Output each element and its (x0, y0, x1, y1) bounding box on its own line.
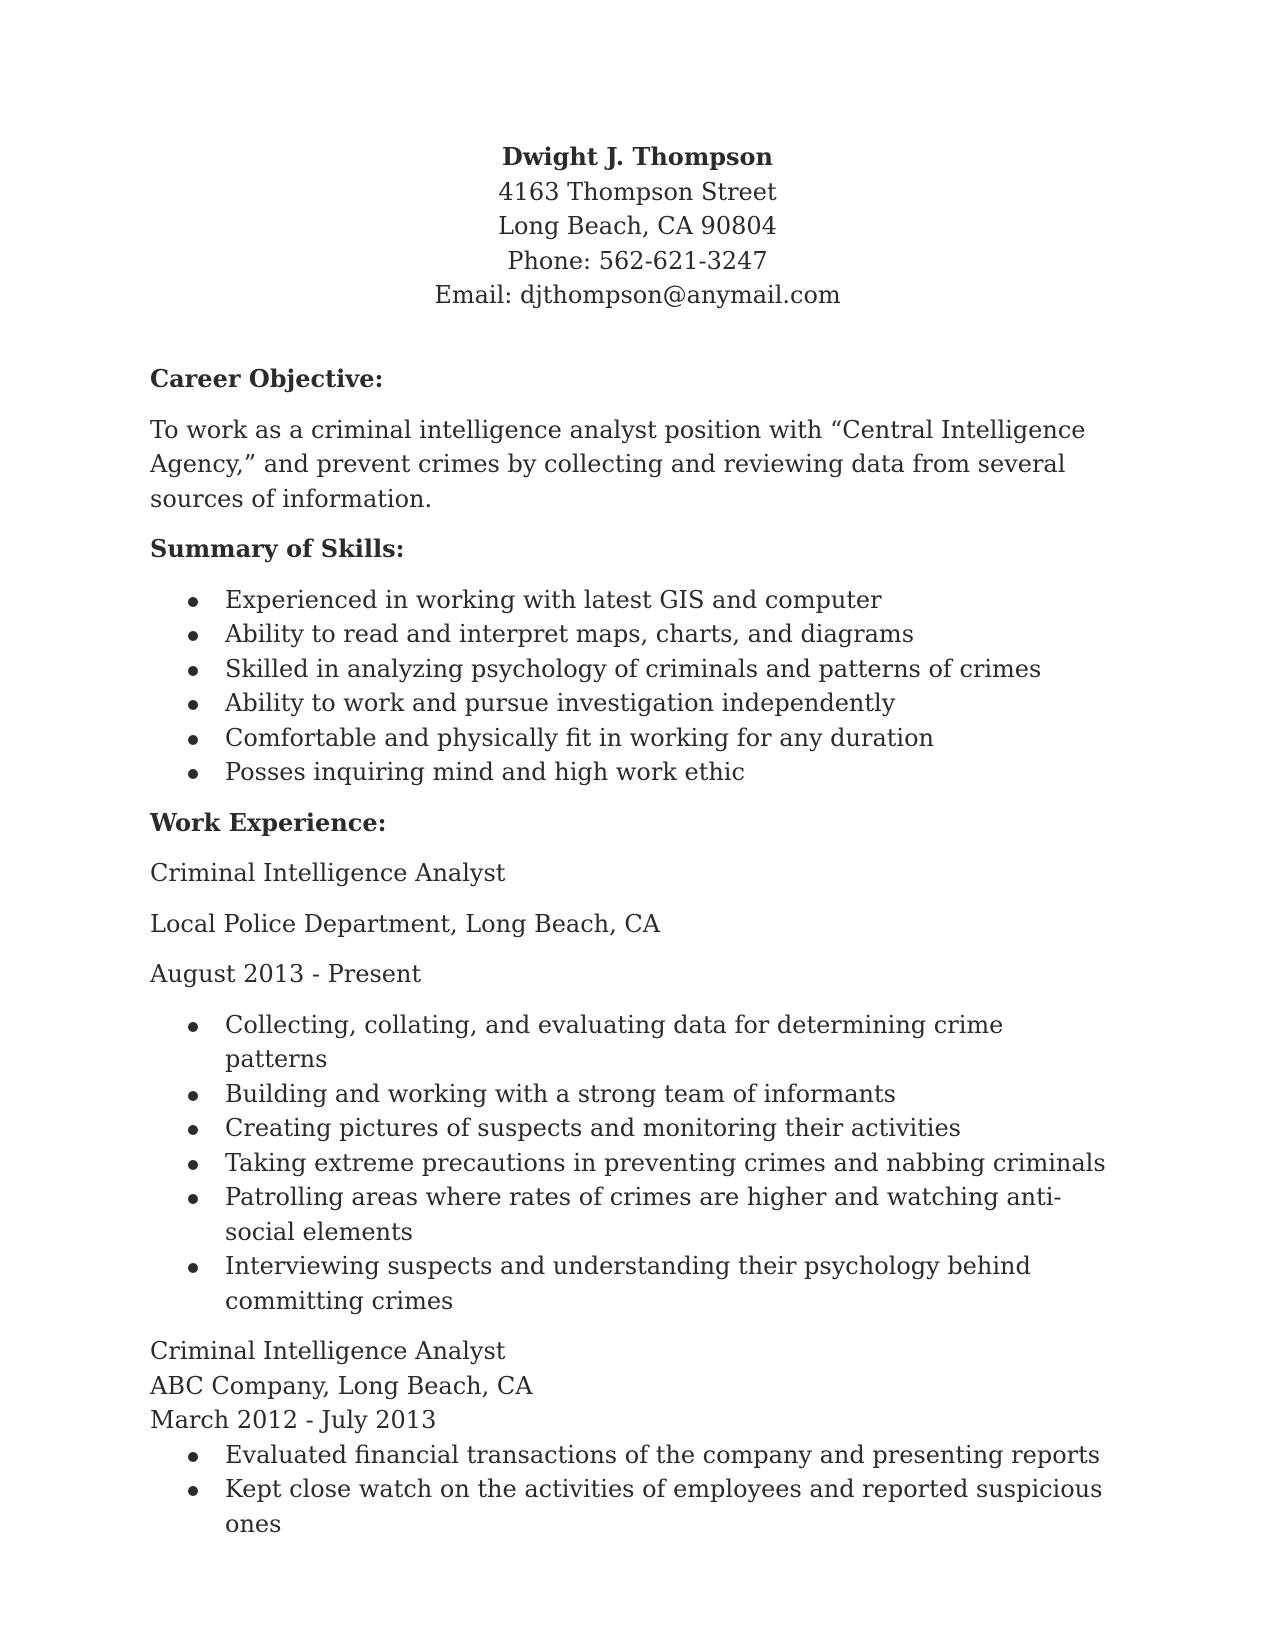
applicant-name: Dwight J. Thompson (502, 142, 773, 171)
job-title: Criminal Intelligence Analyst (150, 1337, 506, 1365)
list-item (150, 1146, 1110, 1181)
list-item-text: Comfortable and physically fit in working for any duration (225, 723, 935, 752)
list-item-text: Collecting, collating, and evaluating data for determining crime patterns (225, 1010, 1004, 1073)
list-item-text: Evaluated financial transactions of the company and presenting reports (225, 1440, 1101, 1469)
list-item (150, 755, 1110, 790)
bullet-icon (188, 597, 198, 607)
resume-body (150, 362, 1110, 1541)
phone-number: Phone: 562-621-3247 (507, 246, 768, 275)
list-item (150, 721, 1110, 756)
list-item-text: Ability to work and pursue investigation independently (225, 689, 896, 717)
list-item (150, 583, 1110, 618)
bullet-icon (188, 666, 198, 676)
bullet-icon (188, 631, 198, 641)
job-duties-list (150, 1008, 1110, 1319)
list-item (150, 1438, 1110, 1473)
list-item-text: Patrolling areas where rates of crimes are higher and watching anti-social elements (225, 1183, 1062, 1246)
list-item-text: Kept close watch on the activities of employees and reported suspicious ones (225, 1475, 1103, 1538)
bullet-icon (188, 1091, 198, 1101)
list-item (150, 1472, 1110, 1541)
list-item-text: Interviewing suspects and understanding their psychology behind committing crimes (225, 1252, 1031, 1315)
list-item-text: Taking extreme precautions in preventing crimes and nabbing criminals (225, 1148, 1106, 1177)
bullet-icon (188, 1452, 198, 1462)
bullet-icon (188, 769, 198, 779)
job-duties-list (150, 1438, 1110, 1542)
list-item-text: Creating pictures of suspects and monitoring their activities (225, 1114, 961, 1142)
email-address: Email: djthompson@anymail.com (434, 281, 841, 309)
list-item-text: Ability to read and interpret maps, charts, and diagrams (225, 620, 915, 648)
list-item (150, 1077, 1110, 1112)
career-objective-text: To work as a criminal intelligence analyst position with “Central Intelligence Agency,” and prevent crimes by collecting and reviewing data from several sources of information. (150, 415, 1086, 513)
list-item (150, 1111, 1110, 1146)
list-item (150, 686, 1110, 721)
bullet-icon (188, 1486, 198, 1496)
bullet-icon (188, 735, 198, 745)
list-item-text: Skilled in analyzing psychology of criminals and patterns of crimes (225, 654, 1042, 683)
list-item (150, 652, 1110, 687)
list-item (150, 1249, 1110, 1318)
city-state-zip: Long Beach, CA 90804 (498, 212, 777, 240)
skills-list (150, 583, 1110, 790)
list-item (150, 1180, 1110, 1249)
bullet-icon (188, 1263, 198, 1273)
list-item-text: Posses inquiring mind and high work ethic (225, 758, 745, 786)
contact-header (0, 140, 1275, 313)
bullet-icon (188, 700, 198, 710)
bullet-icon (188, 1194, 198, 1204)
career-objective-heading: Career Objective: (150, 364, 384, 393)
list-item (150, 1008, 1110, 1077)
skills-heading: Summary of Skills: (150, 534, 405, 563)
street-address: 4163 Thompson Street (498, 177, 777, 206)
bullet-icon (188, 1022, 198, 1032)
job-employer: ABC Company, Long Beach, CA (150, 1371, 533, 1400)
bullet-icon (188, 1125, 198, 1135)
bullet-icon (188, 1160, 198, 1170)
work-experience-heading: Work Experience: (150, 807, 387, 837)
list-item (150, 617, 1110, 652)
job-title: Criminal Intelligence Analyst (150, 859, 506, 887)
job-employer: Local Police Department, Long Beach, CA (150, 909, 661, 938)
list-item-text: Building and working with a strong team of informants (225, 1079, 896, 1108)
list-item-text: Experienced in working with latest GIS and computer (225, 585, 882, 614)
job-dates: August 2013 - Present (150, 960, 422, 988)
job-dates: March 2012 - July 2013 (150, 1406, 437, 1434)
